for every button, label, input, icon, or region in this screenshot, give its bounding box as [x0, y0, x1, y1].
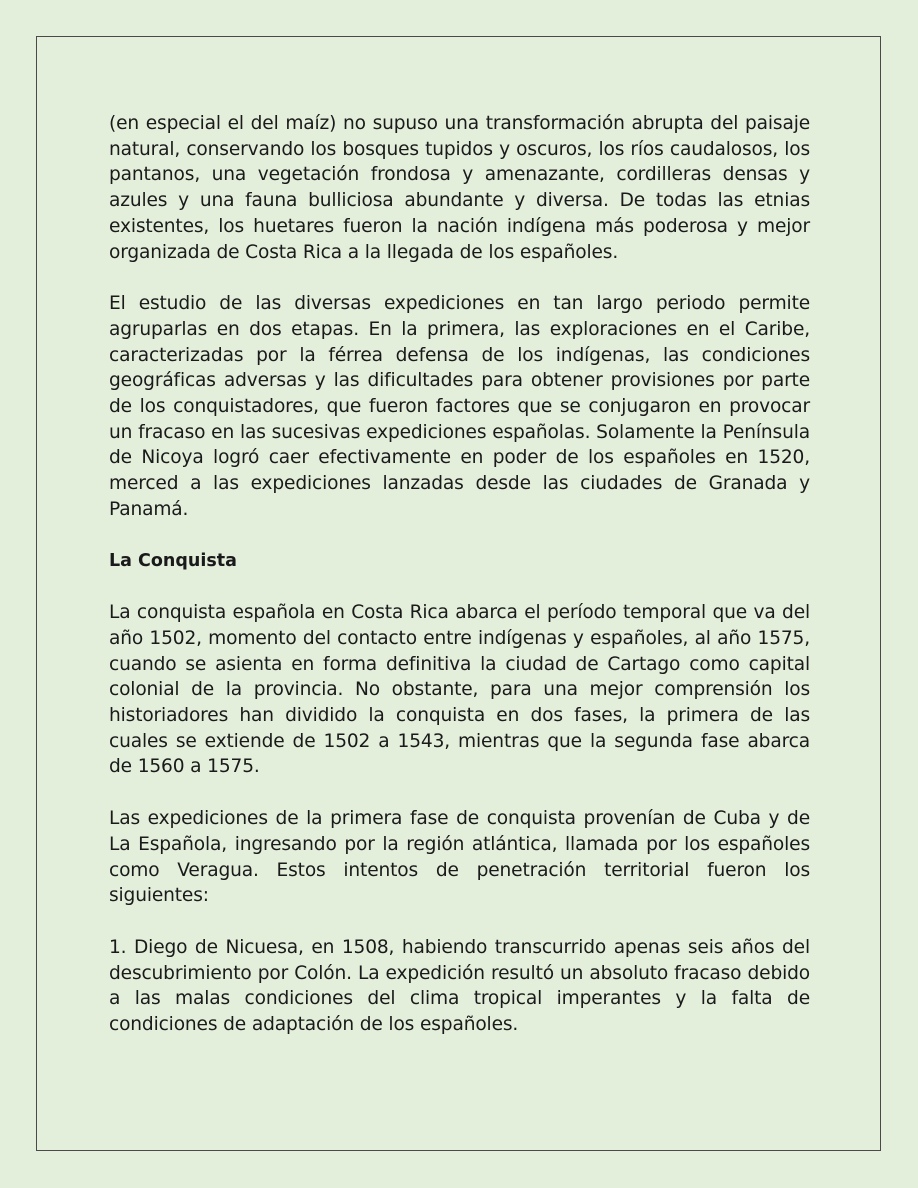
- document-body: [109, 111, 810, 1038]
- paragraph-1: (en especial el del maíz) no supuso una transformación abrupta del paisaje natural, conservando los bosques tupidos y oscuros, los ríos caudalosos, los pantanos, una vegetación frondosa y amenazante, cordilleras densas y azules y una fauna bulliciosa abundante y diversa. De todas las etnias existentes, los huetares fueron la nación indígena más poderosa y mejor organizada de Costa Rica a la llegada de los españoles.: [109, 113, 810, 263]
- paragraph-gap: [109, 780, 810, 806]
- paragraph-gap: [109, 574, 810, 600]
- paragraph-gap: [109, 523, 810, 549]
- paragraph-gap: [109, 265, 810, 291]
- paragraph-gap: [109, 909, 810, 935]
- section-heading: La Conquista: [109, 550, 237, 571]
- paragraph-4: Las expediciones de la primera fase de conquista provenían de Cuba y de La Española, ingresando por la región atlántica, llamada por los españoles como Veragua. Estos intentos de penetración territorial fueron los siguientes:: [109, 808, 810, 907]
- paragraph-5: 1. Diego de Nicuesa, en 1508, habiendo transcurrido apenas seis años del descubrimiento por Colón. La expedición resultó un absoluto fracaso debido a las malas condiciones del clima tropical imperantes y la falta de condiciones de adaptación de los españoles.: [109, 936, 810, 1036]
- paragraph-2: El estudio de las diversas expediciones en tan largo periodo permite agruparlas en dos etapas. En la primera, las exploraciones en el Caribe, caracterizadas por la férrea defensa de los indígenas, las condiciones geográficas adversas y las dificultades para obtener provisiones por parte de los conquistadores, que fueron factores que se conjugaron en provocar un fracaso en las sucesivas expediciones españolas. Solamente la Península de Nicoya logró caer efectivamente en poder de los españoles en 1520, merced a las expediciones lanzadas desde las ciudades de Granada y Panamá.: [109, 293, 810, 520]
- paragraph-3: La conquista española en Costa Rica abarca el período temporal que va del año 1502, momento del contacto entre indígenas y españoles, al año 1575, cuando se asienta en forma definitiva la ciudad de Cartago como capital colonial de la provincia. No obstante, para una mejor comprensión los historiadores han dividido la conquista en dos fases, la primera de las cuales se extiende de 1502 a 1543, mientras que la segunda fase abarca de 1560 a 1575.: [109, 602, 810, 778]
